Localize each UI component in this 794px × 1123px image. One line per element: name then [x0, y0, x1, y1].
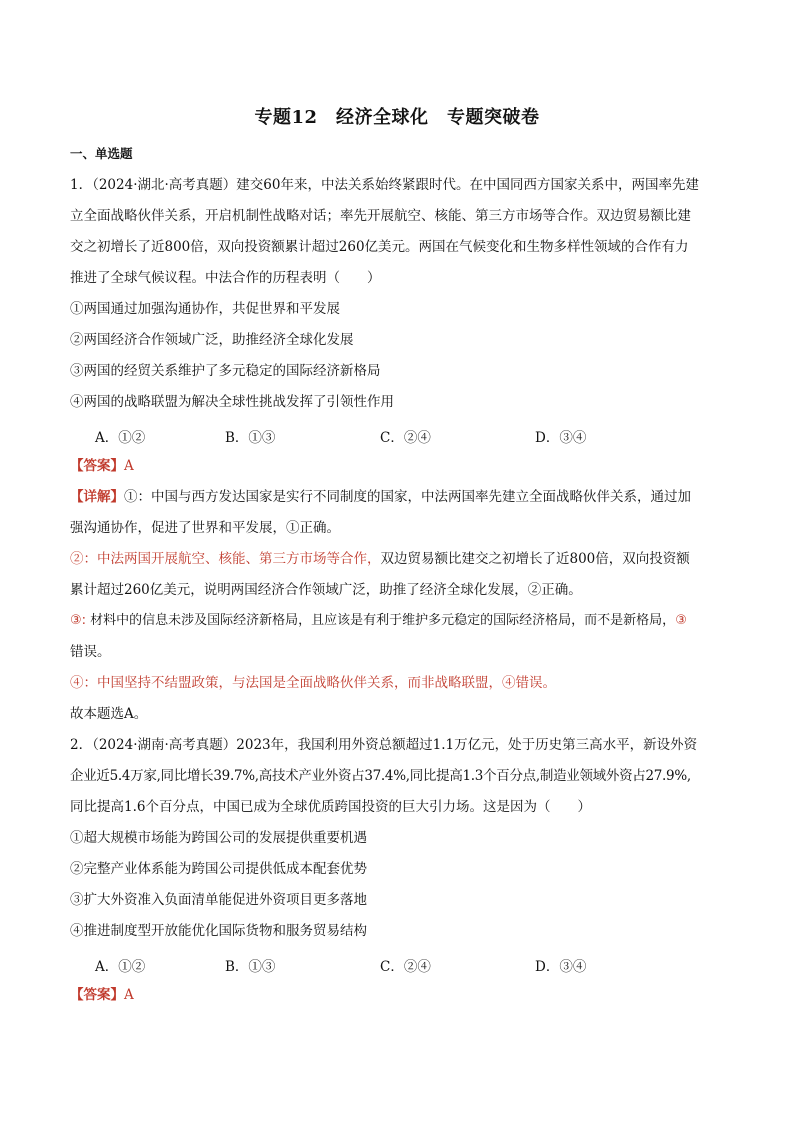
q2-stem-line: 企业近5.4万家,同比增长39.7%,高技术产业外资占37.4%,同比提高1.3个百分点,制造业领域外资占27.9%, [70, 768, 691, 784]
page-title: 专题12 经济全球化 专题突破卷 [254, 107, 540, 128]
section-heading: 一、单选题 [70, 146, 133, 161]
q2-option-b: B．①③ [225, 959, 276, 975]
answer-value: A [124, 987, 134, 1003]
detail-text-highlight: ③: [70, 613, 87, 628]
q1-statement: ④两国的战略联盟为解决全球性挑战发挥了引领性作用 [70, 394, 394, 410]
q1-detail-line: 强沟通协作，促进了世界和平发展，①正确。 [70, 520, 340, 536]
q1-stem-line: 交之初增长了近800倍，双向投资额累计超过260亿美元。两国在气候变化和生物多样性领域的合作有力 [70, 239, 689, 255]
q1-stem-line: 推进了全球气候议程。中法合作的历程表明（ ） [70, 270, 381, 286]
q1-answer [70, 456, 134, 476]
q1-stem-line: 立全面战略伙伴关系，开启机制性战略对话；率先开展航空、核能、第三方市场等合作。双边贸易额比建 [70, 208, 691, 224]
q1-conclusion: 故本题选A。 [70, 706, 148, 722]
q2-answer [70, 985, 134, 1005]
detail-text-highlight: ②：中法两国开展航空、核能、第三方市场等合作， [70, 551, 381, 567]
q1-detail-line: ④：中国坚持不结盟政策，与法国是全面战略伙伴关系，而非战略联盟，④错误。 [70, 675, 556, 691]
detail-tag: 【详解】 [70, 489, 124, 505]
q1-detail-line: 错误。 [70, 644, 111, 660]
q1-option-c: C．②④ [380, 430, 431, 446]
q2-statement: ④推进制度型开放能优化国际货物和服务贸易结构 [70, 923, 367, 939]
detail-text: 材料中的信息未涉及国际经济新格局，且应该是有利于维护多元稳定的国际经济格局，而不是新格局， [86, 613, 676, 628]
q1-stem-line: 1．（2024·湖北·高考真题）建交60年来，中法关系始终紧跟时代。在中国同西方国家关系中，两国率先建 [70, 177, 699, 193]
q1-detail-line [70, 487, 691, 507]
q2-statement: ②完整产业体系能为跨国公司提供低成本配套优势 [70, 861, 367, 877]
q2-option-c: C．②④ [380, 959, 431, 975]
q1-statement: ③两国的经贸关系维护了多元稳定的国际经济新格局 [70, 363, 381, 379]
q1-detail-line: 累计超过260亿美元，说明两国经济合作领域广泛，助推了经济全球化发展，②正确。 [70, 582, 582, 598]
q1-detail-line [70, 611, 687, 631]
answer-tag: 【答案】 [70, 458, 124, 474]
q2-stem-line: 同比提高1.6个百分点，中国已成为全球优质跨国投资的巨大引力场。这是因为（ ） [70, 799, 591, 815]
q2-stem-line: 2．（2024·湖南·高考真题）2023年，我国利用外资总额超过1.1万亿元，处于历史第三高水平，新设外资 [70, 737, 698, 753]
detail-text: 双边贸易额比建交之初增长了近800倍，双向投资额 [380, 551, 690, 567]
detail-text: ①：中国与西方发达国家是实行不同制度的国家，中法两国率先建立全面战略伙伴关系，通过加 [124, 489, 691, 505]
q1-option-d: D．③④ [535, 430, 587, 446]
q2-option-a: A．①② [95, 959, 146, 975]
answer-tag: 【答案】 [70, 987, 124, 1003]
answer-value: A [124, 458, 134, 474]
q1-statement: ①两国通过加强沟通协作，共促世界和平发展 [70, 301, 340, 317]
q1-detail-line [70, 549, 690, 569]
q1-option-b: B．①③ [225, 430, 276, 446]
q2-statement: ①超大规模市场能为跨国公司的发展提供重要机遇 [70, 830, 367, 846]
q2-option-d: D．③④ [535, 959, 587, 975]
q2-statement: ③扩大外资准入负面清单能促进外资项目更多落地 [70, 892, 367, 908]
q1-statement: ②两国经济合作领域广泛，助推经济全球化发展 [70, 332, 354, 348]
detail-text-highlight: ③ [675, 613, 687, 628]
q1-option-a: A．①② [95, 430, 146, 446]
